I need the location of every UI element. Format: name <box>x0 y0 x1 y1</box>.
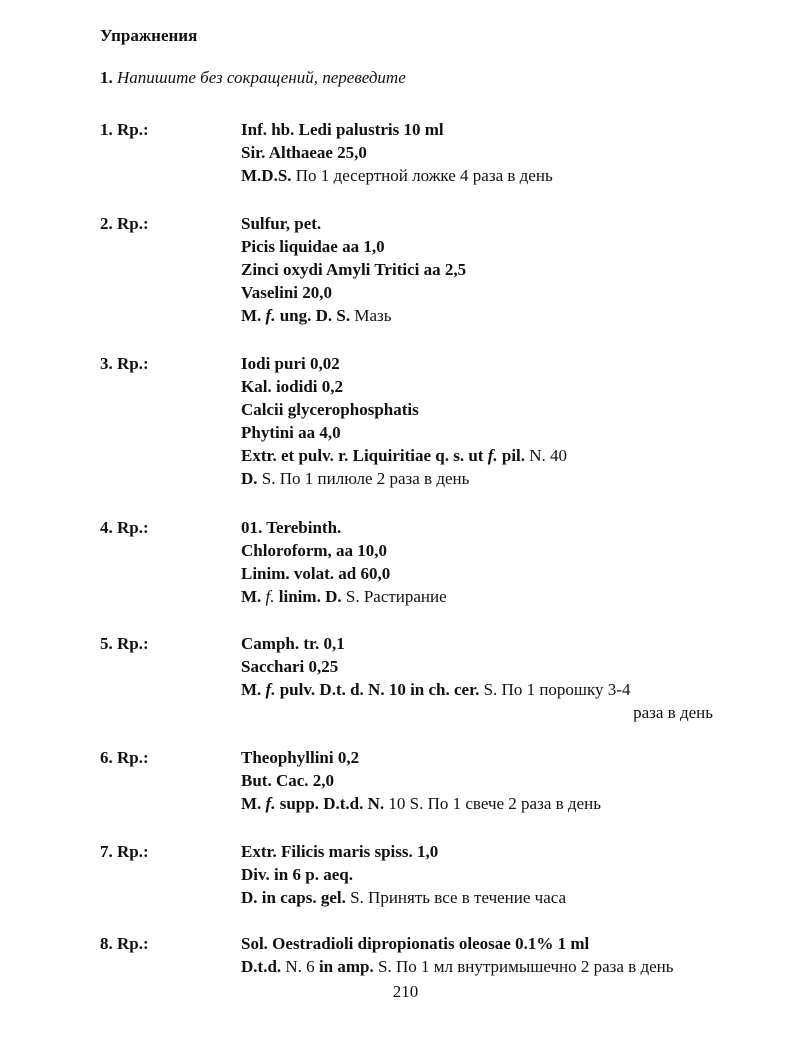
text-run: M.D.S. <box>241 166 292 185</box>
prescription-line <box>241 352 721 375</box>
text-run: Sacchari 0,25 <box>241 657 339 676</box>
text-run: Iodi puri 0,02 <box>241 354 340 373</box>
text-run: f. <box>265 587 275 606</box>
text-run: But. Cac. 2,0 <box>241 771 335 790</box>
text-run: f. <box>265 680 276 699</box>
page-number: 210 <box>392 982 419 1001</box>
text-run: D. in caps. gel. <box>241 888 346 907</box>
prescription-line <box>241 655 721 678</box>
text-run: Camph. tr. 0,1 <box>241 634 345 653</box>
prescription-label: 8. Rp.: <box>100 934 149 953</box>
text-run: supp. <box>275 794 319 813</box>
prescription-line <box>241 769 721 792</box>
text-run: Zinci oxydi Amyli Tritici aa 2,5 <box>241 260 467 279</box>
prescription-line <box>241 118 721 141</box>
text-run: Linim. volat. ad 60,0 <box>241 564 391 583</box>
text-run: S. Принять все в течение часа <box>345 888 567 907</box>
prescription-label: 3. Rp.: <box>100 354 149 373</box>
text-run: M. <box>241 306 266 325</box>
text-run: f. <box>265 794 276 813</box>
prescription-lines <box>241 840 721 909</box>
prescription-lines <box>241 932 721 978</box>
text-run: in amp. <box>318 957 374 976</box>
task-instruction: Напишите без сокращений, переведите <box>117 68 406 87</box>
prescription-line <box>241 840 721 863</box>
prescription-label: 5. Rp.: <box>100 634 149 653</box>
text-run: 10 S. По 1 свече 2 раза в день <box>384 794 601 813</box>
prescription-line <box>241 539 721 562</box>
prescription-lines <box>241 746 721 815</box>
text-run: Picis liquidae aa 1,0 <box>241 237 385 256</box>
text-run: M. <box>241 587 266 606</box>
prescription-line <box>241 141 721 164</box>
text-run: Sir. Althaeae 25,0 <box>241 143 367 162</box>
text-run: D.t.d. <box>241 957 282 976</box>
prescription-line <box>241 164 721 187</box>
text-run: Extr. et pulv. r. Liquiritiae q. s. ut <box>241 446 488 465</box>
prescription-line <box>241 398 721 421</box>
prescription-line <box>241 421 721 444</box>
text-run: Phytini aa 4,0 <box>241 423 341 442</box>
prescription-line <box>241 746 721 769</box>
text-run: Div. in 6 p. aeq. <box>241 865 353 884</box>
text-run: N. 6 <box>281 957 319 976</box>
prescription-line <box>241 955 721 978</box>
prescription-line <box>241 701 721 724</box>
text-run: 01. Terebinth. <box>241 518 342 537</box>
text-run: Calcii glycerophosphatis <box>241 400 419 419</box>
text-run: D. <box>320 587 342 606</box>
text-run: S. По 1 мл внутримышечно 2 раза в день <box>373 957 674 976</box>
text-run: S. По 1 порошку 3-4 <box>479 680 631 699</box>
text-run: S. Растирание <box>341 587 447 606</box>
prescription-line <box>241 792 721 815</box>
prescription-line <box>241 258 721 281</box>
text-run: Inf. hb. Ledi palustris 10 ml <box>241 120 444 139</box>
prescription-line <box>241 886 721 909</box>
text-run: N. <box>363 794 385 813</box>
prescription-lines <box>241 632 721 724</box>
prescription-line <box>241 281 721 304</box>
prescription-lines <box>241 516 721 608</box>
section-heading: Упражнения <box>100 26 198 45</box>
prescription-lines <box>241 352 721 490</box>
text-run: По 1 десертной ложке 4 раза в день <box>291 166 553 185</box>
text-run <box>266 306 276 325</box>
prescription-line <box>241 585 721 608</box>
prescription-line <box>241 932 721 955</box>
text-run: linim. <box>274 587 321 606</box>
text-run <box>266 680 276 699</box>
prescription-label: 6. Rp.: <box>100 748 149 767</box>
prescription-line <box>241 375 721 398</box>
text-run: ung. D. S. <box>275 306 351 325</box>
prescription-line <box>241 678 721 701</box>
text-run <box>488 446 498 465</box>
prescription-label: 4. Rp.: <box>100 518 149 537</box>
text-run <box>266 794 276 813</box>
text-run: Theophyllini 0,2 <box>241 748 360 767</box>
text-run: Kal. iodidi 0,2 <box>241 377 344 396</box>
text-run: D. <box>241 469 258 488</box>
text-run: pulv. D.t. d. N. 10 in ch. cer. <box>275 680 480 699</box>
prescription-lines <box>241 212 721 327</box>
text-run: N. 40 <box>525 446 568 465</box>
text-run: Sulfur, pet. <box>241 214 322 233</box>
text-run: Vaselini 20,0 <box>241 283 333 302</box>
text-run: Extr. Filicis maris spiss. 1,0 <box>241 842 439 861</box>
prescription-line <box>241 467 721 490</box>
text-run: f. <box>487 446 498 465</box>
text-run: pil. <box>497 446 526 465</box>
prescription-line <box>241 235 721 258</box>
prescription-line <box>241 304 721 327</box>
prescription-line <box>241 516 721 539</box>
exercise-task <box>100 68 406 88</box>
text-run: S. По 1 пилюле 2 раза в день <box>257 469 470 488</box>
text-run: Мазь <box>350 306 392 325</box>
task-number: 1. <box>100 68 113 87</box>
text-run: f. <box>265 306 276 325</box>
text-run: Chloroform, aa 10,0 <box>241 541 388 560</box>
prescription-line <box>241 863 721 886</box>
text-run: M. <box>241 680 266 699</box>
prescription-line <box>241 212 721 235</box>
text-run: M. <box>241 794 266 813</box>
prescription-line <box>241 632 721 655</box>
prescription-line <box>241 444 721 467</box>
text-run: D.t.d. <box>318 794 364 813</box>
prescription-label: 7. Rp.: <box>100 842 149 861</box>
prescription-lines <box>241 118 721 187</box>
prescription-label: 2. Rp.: <box>100 214 149 233</box>
text-run: Sol. Oestradioli dipropionatis oleosae 0.1% 1 ml <box>241 934 590 953</box>
text-run: раза в день <box>633 703 713 722</box>
prescription-line <box>241 562 721 585</box>
prescription-label: 1. Rp.: <box>100 120 149 139</box>
